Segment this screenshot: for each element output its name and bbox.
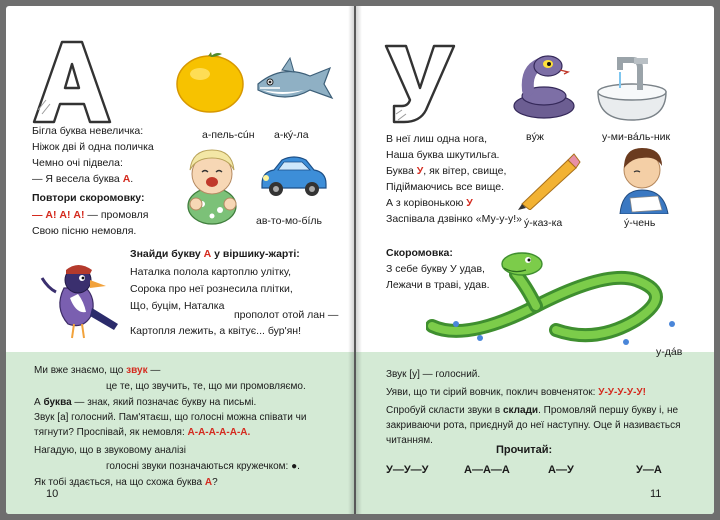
poem-line-1: Бігла буква невеличка: bbox=[32, 125, 144, 137]
sink-picture bbox=[594, 54, 670, 122]
green-right-l3-a: Спробуй скласти звуки в bbox=[386, 405, 503, 416]
green-left-l3-a: А bbox=[34, 397, 44, 408]
green-left-l3-c: — знак, який позначає букву на письмі. bbox=[71, 397, 257, 408]
orange-picture bbox=[174, 48, 246, 114]
syllable-3: А—У bbox=[548, 464, 574, 476]
green-left-l1-c: — bbox=[147, 365, 161, 376]
find-heading-letter: А bbox=[203, 248, 212, 260]
syllable-2: А—А—А bbox=[464, 464, 510, 476]
read-heading: Прочитай: bbox=[496, 444, 553, 456]
snake-picture bbox=[508, 50, 580, 122]
boa-caption: у-дáв bbox=[656, 346, 683, 358]
u-poem-line-3 bbox=[386, 164, 506, 180]
green-left-l1-a: Ми вже знаємо, що bbox=[34, 365, 127, 376]
u-tongue-line-2: Лежачи в траві, удав. bbox=[386, 279, 490, 291]
green-right-syllables-word: склади bbox=[502, 405, 539, 416]
left-page bbox=[6, 6, 354, 514]
green-right-line-2 bbox=[386, 386, 646, 400]
green-left-line-6: голосні звуки позначаються кружечком: ●. bbox=[106, 461, 300, 472]
green-left-line-1 bbox=[34, 364, 160, 378]
page-number-left: 10 bbox=[46, 488, 59, 500]
green-left-line-3 bbox=[34, 396, 256, 410]
pencil-picture bbox=[516, 152, 582, 210]
poem-line-3: Чемно очі підвела: bbox=[32, 157, 123, 169]
boa-picture bbox=[426, 246, 686, 350]
u-poem-letter-2: У bbox=[466, 197, 473, 209]
poem-line-4-end: . bbox=[130, 173, 134, 185]
tongue-twister-line-1 bbox=[32, 208, 148, 224]
car-picture bbox=[256, 152, 330, 200]
big-letter-a bbox=[32, 40, 112, 124]
green-right-line-3 bbox=[386, 403, 704, 448]
green-right-line-1: Звук [у] — голосний. bbox=[386, 369, 481, 380]
green-left-l4-text: Звук [а] голосний. Пам'ятаєш, що голосні можна співати чи тягнути? Проспівай, як немовля: bbox=[34, 412, 307, 438]
joke-line-5: Картопля лежить, а квітує... бур'ян! bbox=[130, 325, 301, 337]
find-letter-heading bbox=[130, 247, 300, 263]
tongue-twister-rest: — промовля bbox=[84, 209, 149, 221]
shark-caption: а-кý-ла bbox=[274, 129, 309, 141]
tongue-twister-heading: Повтори скоромовку: bbox=[32, 192, 145, 204]
u-poem-l3-rest: , як вітер, свище, bbox=[423, 165, 507, 177]
poem-line-4-text: — Я весела буква bbox=[32, 173, 123, 185]
u-poem-line-2: Наша буква шкутильга. bbox=[386, 149, 500, 161]
green-left-line-5: Нагадую, що в звуковому аналізі bbox=[34, 445, 186, 456]
joke-line-2: Сорока про неї рознесила плітки, bbox=[130, 283, 293, 295]
u-poem-line-5 bbox=[386, 196, 473, 212]
green-right-l2-a: Уяви, що ти сірий вовчик, поклич вовченяток: bbox=[386, 387, 599, 398]
boy-caption: ý-чень bbox=[624, 217, 656, 229]
green-right-l3-c: . Промовляй першу букву і, не закриваючи рота, приєднуй до неї наступну. Оце й називається читанням. bbox=[386, 405, 681, 446]
u-poem-letter-1: У bbox=[416, 165, 424, 177]
shark-picture bbox=[252, 54, 334, 112]
page-number-right: 11 bbox=[650, 488, 662, 500]
green-right-l2-red: У-У-У-У-У! bbox=[598, 387, 646, 398]
magpie-picture bbox=[34, 258, 122, 342]
baby-picture bbox=[178, 144, 248, 226]
poem-line-2: Ніжок дві й одна поличка bbox=[32, 141, 154, 153]
orange-caption: а-пель-сúн bbox=[202, 129, 255, 141]
syllable-4: У—А bbox=[636, 464, 662, 476]
green-left-l7-c: ? bbox=[212, 477, 218, 488]
joke-line-1: Наталка полола картоплю улітку, bbox=[130, 266, 291, 278]
u-poem-line-6: Заспівала дзвінко «Му-у-у!» bbox=[386, 213, 522, 225]
boy-picture bbox=[612, 140, 678, 214]
pencil-caption: ý-каз-ка bbox=[524, 217, 563, 229]
right-page bbox=[356, 6, 714, 514]
find-heading-a: Знайди букву bbox=[130, 248, 204, 260]
u-poem-line-4: Підіймаючись все вище. bbox=[386, 181, 505, 193]
green-left-line-7 bbox=[34, 476, 218, 490]
syllable-1: У—У—У bbox=[386, 464, 429, 476]
u-tongue-line-1: З себе букву У удав, bbox=[386, 263, 485, 275]
green-left-line-2: це те, що звучить, те, що ми промовляємо. bbox=[106, 381, 306, 392]
snake-caption: вýж bbox=[526, 131, 544, 143]
u-poem-l3-a: Буква bbox=[386, 165, 417, 177]
tongue-twister-red: — А! А! А! bbox=[32, 209, 85, 221]
joke-line-4: прополот отой лан — bbox=[234, 309, 339, 321]
u-poem-l5-a: А з корівонькою bbox=[386, 197, 467, 209]
green-left-l7-letter: А bbox=[204, 477, 213, 488]
find-heading-b: у віршику-жарті: bbox=[211, 248, 300, 260]
u-poem-line-1: В неї лиш одна нога, bbox=[386, 133, 488, 145]
poem-letter-a: А bbox=[122, 173, 131, 185]
green-left-sound-word: звук bbox=[126, 365, 148, 376]
car-caption: ав-то-мо-бíль bbox=[256, 215, 323, 227]
tongue-twister-line-2: Свою пісню немовля. bbox=[32, 225, 137, 237]
u-tongue-heading: Скоромовка: bbox=[386, 247, 453, 259]
sink-caption: у-ми-вáль-ник bbox=[602, 131, 671, 143]
green-left-l7-a: Як тобі здається, на що схожа буква bbox=[34, 477, 205, 488]
green-left-letter-word: буква bbox=[43, 397, 72, 408]
joke-line-3: Що, буцім, Наталка bbox=[130, 300, 225, 312]
poem-line-4 bbox=[32, 172, 133, 188]
green-left-l4-red: А-А-А-А-А-А. bbox=[187, 427, 251, 438]
green-left-line-4 bbox=[34, 410, 339, 440]
big-letter-u bbox=[384, 44, 456, 124]
